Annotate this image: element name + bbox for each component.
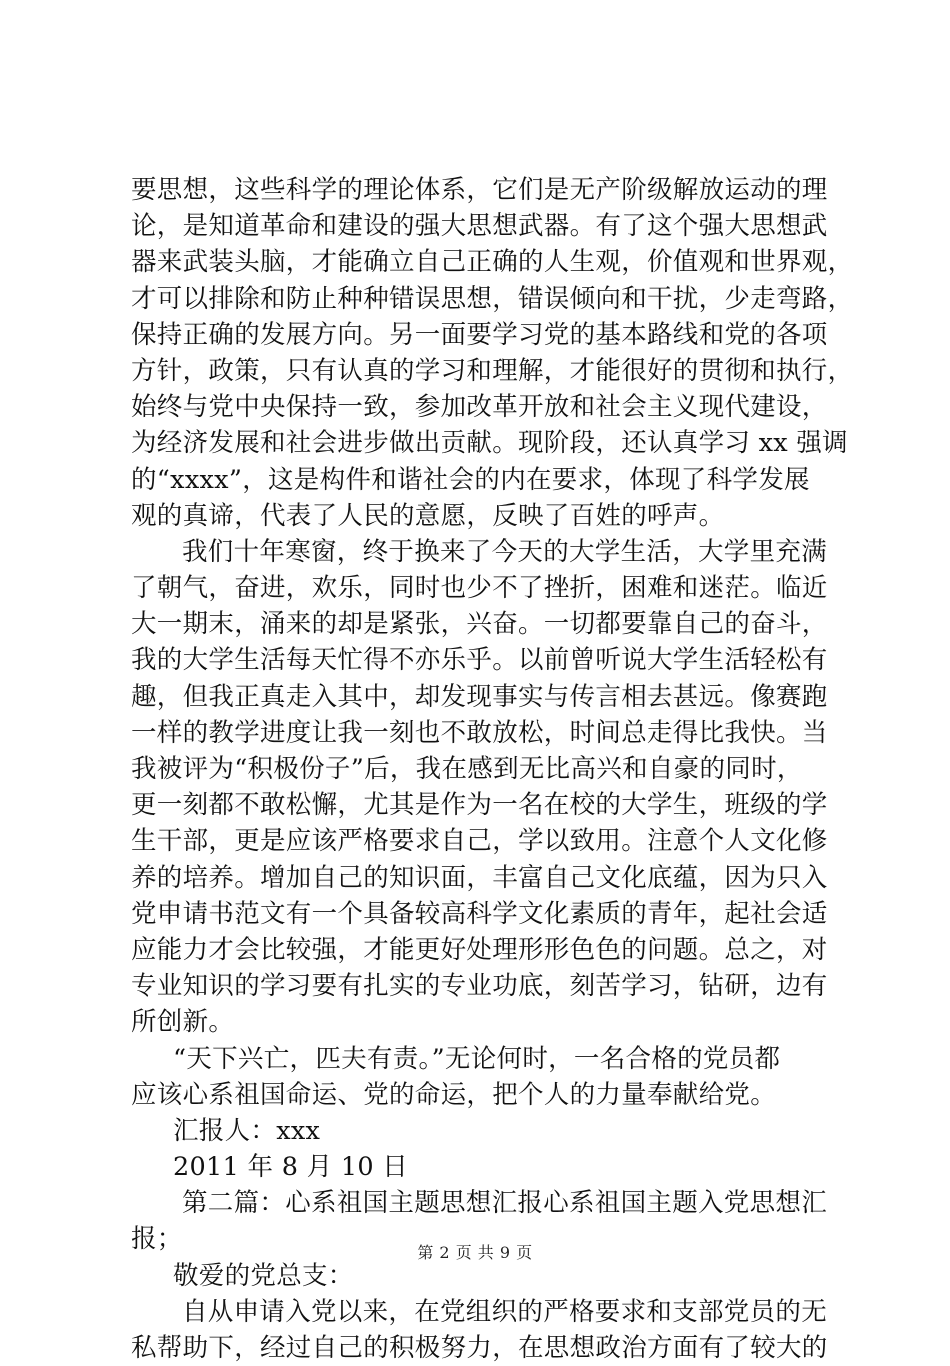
page-number-footer: 第 2 页 共 9 页 — [417, 1243, 533, 1262]
text-line: 大一期末，涌来的却是紧张，兴奋。一切都要靠自己的奋斗， — [131, 609, 828, 640]
text-line: 敬爱的党总支： — [173, 1260, 354, 1291]
text-line: 所创新。 — [131, 1007, 235, 1038]
text-line: 保持正确的发展方向。另一面要学习党的基本路线和党的各项 — [131, 319, 828, 350]
text-line: 观的真谛，代表了人民的意愿，反映了百姓的呼声。 — [131, 500, 725, 531]
text-line: 生干部，更是应该严格要求自己，学以致用。注意个人文化修 — [131, 826, 828, 857]
text-line: 的“xxxx”，这是构件和谐社会的内在要求，体现了科学发展 — [131, 464, 810, 495]
document-body — [131, 172, 854, 1366]
text-line: “天下兴亡，匹夫有责。”无论何时，一名合格的党员都 — [173, 1043, 781, 1074]
text-line: 要思想，这些科学的理论体系，它们是无产阶级解放运动的理 — [131, 175, 828, 205]
text-line: 器来武装头脑，才能确立自己正确的人生观，价值观和世界观， — [131, 247, 854, 278]
text-line: 我们十年寒窗，终于换来了今天的大学生活，大学里充满 — [182, 536, 828, 567]
text-line: 趣，但我正真走入其中，却发现事实与传言相去甚远。像赛跑 — [131, 681, 828, 712]
text-line: 始终与党中央保持一致，参加改革开放和社会主义现代建设， — [131, 392, 828, 423]
text-line: 党申请书范文有一个具备较高科学文化素质的青年，起社会适 — [131, 898, 828, 929]
text-line: 我被评为“积极份子”后，我在感到无比高兴和自豪的同时， — [131, 754, 803, 784]
text-line: 养的培养。增加自己的知识面，丰富自己文化底蕴，因为只入 — [131, 862, 828, 893]
text-line: 一样的教学进度让我一刻也不敢放松，时间总走得比我快。当 — [131, 717, 828, 748]
text-line: 第二篇：心系祖国主题思想汇报心系祖国主题入党思想汇 — [182, 1188, 828, 1219]
text-line: 2011 年 8 月 10 日 — [173, 1152, 409, 1183]
text-line: 我的大学生活每天忙得不亦乐乎。以前曾听说大学生活轻松有 — [131, 645, 828, 676]
text-line: 方针，政策，只有认真的学习和理解，才能很好的贯彻和执行， — [131, 355, 854, 386]
text-line: 私帮助下，经过自己的积极努力，在思想政治方面有了较大的 — [131, 1333, 828, 1363]
text-line: 报； — [131, 1224, 183, 1255]
text-line: 更一刻都不敢松懈，尤其是作为一名在校的大学生，班级的学 — [131, 790, 828, 821]
text-line: 论，是知道革命和建设的强大思想武器。有了这个强大思想武 — [131, 211, 828, 242]
text-line: 了朝气，奋进，欢乐，同时也少不了挫折，困难和迷茫。临近 — [131, 573, 828, 604]
text-line: 专业知识的学习要有扎实的专业功底，刻苦学习，钻研，边有 — [131, 971, 828, 1002]
text-line: 才可以排除和防止种种错误思想，错误倾向和干扰，少走弯路， — [131, 283, 854, 314]
text-line: 应能力才会比较强，才能更好处理形形色色的问题。总之，对 — [131, 934, 828, 965]
text-line: 自从申请入党以来，在党组织的严格要求和支部党员的无 — [182, 1296, 828, 1327]
text-line: 应该心系祖国命运、党的命运，把个人的力量奉献给党。 — [131, 1079, 777, 1110]
text-line: 汇报人：xxx — [173, 1115, 321, 1146]
text-line: 为经济发展和社会进步做出贡献。现阶段，还认真学习 xx 强调 — [131, 428, 848, 459]
